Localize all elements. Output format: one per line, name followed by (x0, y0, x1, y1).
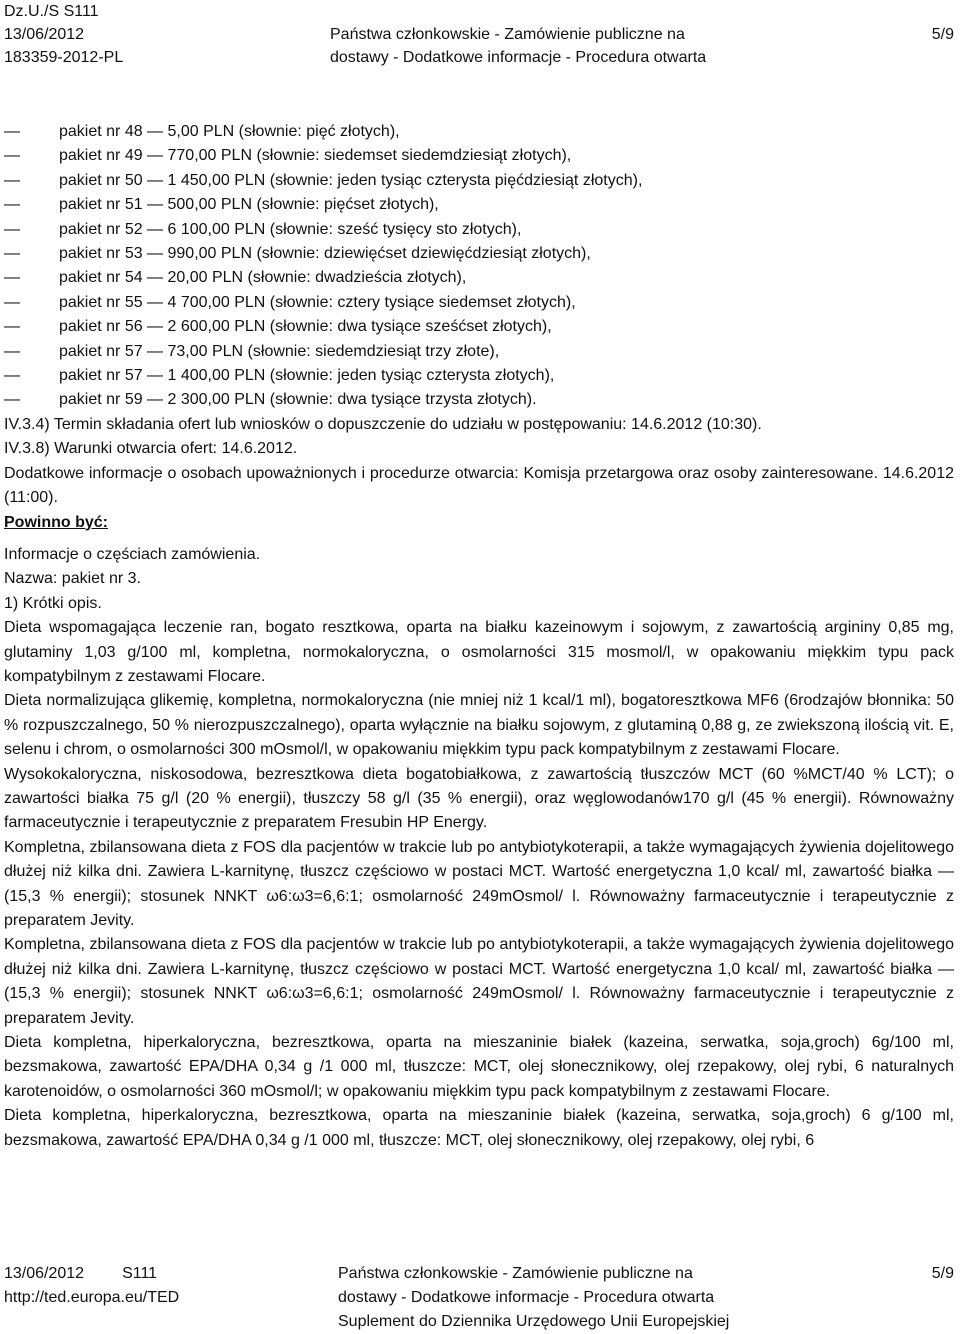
footer-title-line1: Państwa członkowskie - Zamówienie publiczne na (338, 1265, 693, 1282)
description-paragraph: Dieta normalizująca glikemię, kompletna, normokaloryczna (nie mniej niż 1 kcal/1 ml), bogatoresztkowa MF6 (6rodzajów błonnika: 50 % rozpuszczalnego, 50 % nierozpuszczalnego), oparta wyłącznie na białku sojowym, z glutaminą 0,88 g, ze zwiekszoną ilością vit. E, selenu i chrom, o osmolarności 300 mOsmol/l, w opakowaniu miękkim typu pack kompatybilnym z zestawami Flocare. (4, 692, 954, 759)
notice-id: 183359-2012-PL (4, 49, 124, 66)
spacer (4, 535, 954, 543)
pakiet-text: pakiet nr 57 — 73,00 PLN (słownie: siedemdziesiąt trzy złote), (59, 342, 500, 360)
em-dash: — (4, 123, 20, 140)
pakiety-list (4, 120, 954, 413)
page-header (4, 0, 954, 70)
lot-name: Nazwa: pakiet nr 3. (4, 570, 141, 588)
footer-date-line (4, 1262, 179, 1286)
pakiet-item (4, 388, 954, 412)
pakiet-text: pakiet nr 56 — 2 600,00 PLN (słownie: dwa tysiące sześćset złotych), (59, 318, 552, 336)
header-page-number: 5/9 (931, 26, 954, 43)
pakiet-item (4, 144, 954, 168)
pakiet-item (4, 120, 954, 144)
em-dash: — (4, 196, 20, 214)
pakiet-item (4, 169, 954, 193)
footer-supplement: Suplement do Dziennika Urzędowego Unii Europejskiej (338, 1313, 730, 1330)
em-dash: — (4, 342, 20, 360)
description-paragraph: Kompletna, zbilansowana dieta z FOS dla pacjentów w trakcie lub po antybiotykoterapii, a także wymagających żywienia dojelitowego dłużej niż kilka dni. Zawiera L-karnitynę, tłuszcz częściowo w postaci MCT. Wartość energetyczna 1,0 kcal/ ml, zawartość białka — (15,3 % energii); stosunek NNKT ω6:ω3=6,6:1; osmolarność 249mOsmol/ l. Równoważny farmaceutycznie i terapeutycznie z preparatem Jevity. (4, 936, 954, 1027)
journal-ref: Dz.U./S S111 (4, 3, 99, 20)
header-title (330, 23, 706, 69)
pakiet-text: pakiet nr 57 — 1 400,00 PLN (słownie: jeden tysiąc czterysta złotych), (59, 367, 555, 385)
em-dash: — (4, 318, 20, 336)
description-paragraph: Wysokokaloryczna, niskosodowa, bezresztkowa dieta bogatobiałkowa, z zawartością tłuszczów MCT (60 %MCT/40 % LCT); o zawartości białka 75 g/l (20 % energii), tłuszczy 58 g/l (35 % energii), oraz węglowodanów170 g/l (45 % energii). Równoważny farmaceutycznie i terapeutycznie z preparatem Fresubin HP Energy. (4, 765, 954, 832)
description-paragraph: Kompletna, zbilansowana dieta z FOS dla pacjentów w trakcie lub po antybiotykoterapii, a także wymagających żywienia dojelitowego dłużej niż kilka dni. Zawiera L-karnitynę, tłuszcz częściowo w postaci MCT. Wartość energetyczna 1,0 kcal/ ml, zawartość białka — (15,3 % energii); stosunek NNKT ω6:ω3=6,6:1; osmolarność 249mOsmol/ l. Równoważny farmaceutycznie i terapeutycznie z preparatem Jevity. (4, 838, 954, 929)
description-paragraph: Dieta kompletna, hiperkaloryczna, bezresztkowa, oparta na mieszaninie białek (kazeina, serwatka, soja,groch) 6g/100 ml, bezsmakowa, zawartość EPA/DHA 0,34 g /1 000 ml, tłuszcze: MCT, olej słonecznikowy, olej rzepakowy, olej rybi, 6 naturalnych karotenoidów, o osmolarności 360 mOsmol/l; w opakowaniu miękkim typu pack kompatybilnym z zestawami Flocare. (4, 1034, 954, 1100)
pakiet-text: pakiet nr 49 — 770,00 PLN (słownie: siedemset siedemdziesiąt złotych), (59, 147, 572, 165)
em-dash: — (4, 171, 20, 189)
footer-date: 13/06/2012 (4, 1265, 85, 1282)
em-dash: — (4, 147, 20, 165)
footer-title (338, 1262, 729, 1334)
pakiet-text: pakiet nr 51 — 500,00 PLN (słownie: pięćset złotych), (59, 196, 439, 214)
pakiet-text: pakiet nr 59 — 2 300,00 PLN (słownie: dwa tysiące trzysta złotych). (59, 391, 537, 409)
pakiet-text: pakiet nr 53 — 990,00 PLN (słownie: dziewięćset dziewięćdziesiąt złotych), (59, 245, 591, 263)
section-iv-3-4: IV.3.4) Termin składania ofert lub wniosków o dopuszczenie do udziału w postępowaniu: 14.6.2012 (10:30). (4, 415, 762, 433)
pakiet-item (4, 242, 954, 266)
pakiet-item (4, 218, 954, 242)
pakiet-text: pakiet nr 48 — 5,00 PLN (słownie: pięć złotych), (59, 123, 400, 140)
footer-url[interactable]: http://ted.europa.eu/TED (4, 1289, 180, 1306)
description-paragraph: Dieta kompletna, hiperkaloryczna, bezresztkowa, oparta na mieszaninie białek (kazeina, serwatka, soja,groch) 6 g/100 ml, bezsmakowa, zawartość EPA/DHA 0,34 g /1 000 ml, tłuszcze: MCT, olej słonecznikowy, olej rzepakowy, olej rybi, 6 (4, 1107, 954, 1149)
pakiet-item (4, 315, 954, 339)
footer-page-number: 5/9 (931, 1265, 954, 1282)
footer-title-line2: dostawy - Dodatkowe informacje - Procedura otwarta (338, 1289, 715, 1306)
should-be-heading: Powinno być: (4, 513, 108, 531)
footer-left (4, 1262, 179, 1310)
pakiet-item (4, 291, 954, 315)
short-description-heading: 1) Krótki opis. (4, 594, 102, 612)
em-dash: — (4, 367, 20, 385)
additional-info: Dodatkowe informacje o osobach upoważnionych i procedurze otwarcia: Komisja przetargowa oraz osoby zainteresowane. 14.6.2012 (11:00). (4, 464, 954, 507)
footer-series: S111 (122, 1265, 158, 1282)
em-dash: — (4, 391, 20, 409)
em-dash: — (4, 220, 20, 238)
pakiet-text: pakiet nr 54 — 20,00 PLN (słownie: dwadzieścia złotych), (59, 269, 467, 287)
pakiet-item (4, 266, 954, 290)
header-title-line1: Państwa członkowskie - Zamówienie publiczne na (330, 26, 685, 43)
pakiet-item (4, 364, 954, 388)
pakiet-item (4, 340, 954, 364)
lot-info-heading: Informacje o częściach zamówienia. (4, 545, 261, 563)
header-date: 13/06/2012 (4, 26, 85, 43)
section-iv-3-8: IV.3.8) Warunki otwarcia ofert: 14.6.2012. (4, 440, 298, 458)
pakiet-text: pakiet nr 52 — 6 100,00 PLN (słownie: sześć tysięcy sto złotych), (59, 220, 522, 238)
page-footer (4, 1262, 954, 1334)
description-paragraph: Dieta wspomagająca leczenie ran, bogato resztkowa, oparta na białku kazeinowym i sojowym, z zawartością argininy 0,85 mg, glutaminy 1,03 g/100 ml, kompletna, normokaloryczna, o osmolarności 315 mosmol/l, w opakowaniu miękkim typu pack kompatybilnym z zestawami Flocare. (4, 619, 954, 685)
document-body (4, 120, 954, 1153)
pakiet-text: pakiet nr 50 — 1 450,00 PLN (słownie: jeden tysiąc czterysta pięćdziesiąt złotych), (59, 171, 643, 189)
em-dash: — (4, 245, 20, 263)
header-left (4, 0, 123, 69)
pakiet-text: pakiet nr 55 — 4 700,00 PLN (słownie: cztery tysiące siedemset złotych), (59, 293, 576, 311)
header-title-line2: dostawy - Dodatkowe informacje - Procedura otwarta (330, 49, 707, 66)
pakiet-item (4, 193, 954, 217)
em-dash: — (4, 293, 20, 311)
em-dash: — (4, 269, 20, 287)
